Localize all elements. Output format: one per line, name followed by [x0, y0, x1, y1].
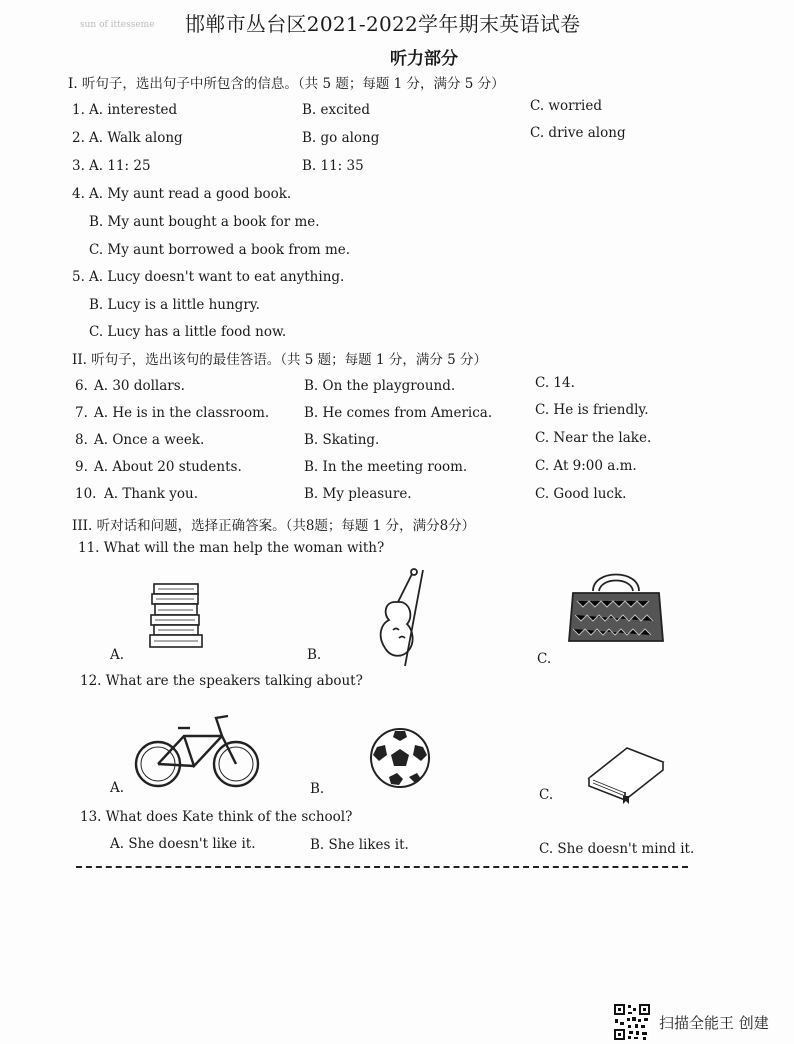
section-3-instruction: III. 听对话和问题，选择正确答案。（共8题；每题 1 分，满分8分）: [72, 518, 476, 534]
section-1-instruction: I. 听句子，选出句子中所包含的信息。（共 5 题；每题 1 分，满分 5 分）: [68, 76, 505, 92]
section-2-instruction: II. 听句子，选出该句的最佳答语。（共 5 题；每题 1 分，满分 5 分）: [72, 352, 488, 368]
option-a: A. About 20 students.: [94, 459, 242, 475]
option-a: A. Once a week.: [94, 432, 205, 448]
option-c: C. He is friendly.: [535, 402, 649, 418]
option-b: B. My aunt bought a book for me.: [89, 214, 320, 230]
option-c: C. Near the lake.: [535, 430, 652, 446]
option-b: B. In the meeting room.: [304, 459, 468, 475]
option-b: B. My pleasure.: [304, 486, 412, 502]
question-number: 4.: [72, 186, 85, 202]
question-number: 2.: [72, 130, 85, 146]
question-number: 5.: [72, 269, 85, 285]
option-c: C. Lucy has a little food now.: [89, 324, 287, 340]
option-c: C. At 9:00 a.m.: [535, 458, 637, 474]
question-number: 8.: [75, 432, 88, 448]
violin-picture: [365, 566, 437, 670]
dashed-separator: [76, 866, 688, 868]
option-a: A. interested: [89, 102, 178, 118]
picture-label-c: C.: [537, 651, 552, 667]
option-a: A. Thank you.: [104, 486, 198, 502]
picture-label-b: B.: [310, 781, 325, 797]
question-text: 11. What will the man help the woman with?: [78, 540, 385, 556]
handbag-picture: [567, 565, 665, 651]
question-number: 3.: [72, 158, 85, 174]
option-b: B. On the playground.: [304, 378, 456, 394]
option-c: C. She doesn't mind it.: [539, 841, 695, 857]
option-c: C. worried: [530, 98, 602, 114]
option-a: A. She doesn't like it.: [110, 836, 256, 852]
option-a: A. He is in the classroom.: [94, 405, 270, 421]
picture-label-b: B.: [307, 647, 322, 663]
book-picture: [583, 740, 669, 806]
picture-label-c: C.: [539, 787, 554, 803]
question-number: 6.: [75, 378, 88, 394]
option-a: A. 30 dollars.: [94, 378, 185, 394]
option-b: B. go along: [302, 130, 380, 146]
faint-bleed-text: sun of ittesseme: [80, 20, 155, 30]
question-number: 1.: [72, 102, 85, 118]
option-a: A. Walk along: [89, 130, 183, 146]
option-c: C. My aunt borrowed a book from me.: [89, 242, 351, 258]
soccer-ball-picture: [369, 727, 431, 789]
question-number: 7.: [75, 405, 88, 421]
question-number: 9.: [75, 459, 88, 475]
option-c: C. 14.: [535, 375, 575, 391]
option-c: C. Good luck.: [535, 486, 627, 502]
footer-watermark: 扫描全能王 创建: [659, 1014, 769, 1032]
option-b: B. Skating.: [304, 432, 380, 448]
question-number: 10.: [75, 486, 97, 502]
option-b: B. He comes from America.: [304, 405, 493, 421]
option-b: B. 11: 35: [302, 158, 364, 174]
option-c: C. drive along: [530, 125, 626, 141]
book-3: [155, 604, 197, 615]
option-b: B. She likes it.: [310, 837, 409, 853]
section-title: 听力部分: [390, 49, 458, 69]
option-b: B. Lucy is a little hungry.: [89, 297, 260, 313]
option-b: B. excited: [302, 102, 371, 118]
option-a: A. 11: 25: [89, 158, 151, 174]
bicycle-picture: [132, 712, 262, 790]
picture-label-a: A.: [110, 780, 125, 796]
qr-code-icon: [613, 1003, 651, 1041]
question-text: 12. What are the speakers talking about?: [80, 673, 363, 689]
question-text: 13. What does Kate think of the school?: [80, 809, 353, 825]
picture-label-a: A.: [110, 647, 125, 663]
option-a: A. My aunt read a good book.: [89, 186, 292, 202]
books-stack-picture: [148, 580, 206, 652]
option-a: A. Lucy doesn't want to eat anything.: [89, 269, 345, 285]
page-title: 邯郸市丛台区2021-2022学年期末英语试卷: [185, 12, 581, 36]
